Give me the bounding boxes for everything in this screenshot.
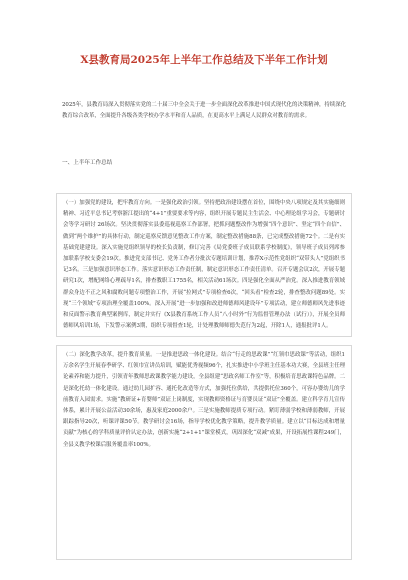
document-title: X县教育局2025年上半年工作总结及下半年工作计划 xyxy=(80,54,328,66)
summary-item-1-text: （一）加强党的建设，把牢教育方向。一是强化政治引领。坚持把政治建设摆在首位，围绕中央八项规定及其实施细则精神、习近平总书记考察浙江提出的“4+1”重要要求等内容，组织开展专题民主生活会、中心理论组学习会，专题研讨会等学习研讨 26场次。坚决贯彻落实县委巡视巡察工作部署，把抓问题整改作为增强“四个意识”、坚定“四个自信”、做到“两个维护”的具体行动，制定巡察反馈意见整改工作方案，制定整改措施88条，已完成整改措施72个。二是有实基础党建建设。深入实施党组织领导的校长负责制，修订完善《局党委班子成员联系学校制度》，领导班子成员列席参加联系学校支委会19次。推进党支部书记、党务工作者分批次专题培训计划，推荐X示范性党组织“双带头人”党组织书记3名。三是加强意识形态工作。落实意识形态工作责任制，制定意识形态工作责任清单。召开专题会议2次，开展专题研究1次，增配网络心理疏导1名，排查教职工1755名，相关活动61场次。四是强化全面从严治党。深入推进教育领域群众身边不正之风和腐败问题专项整治工作，开展“拉网式”专项检查6次，“回头看”检查2轮，排查整改问题89处。实现“三个领域”专项治理全覆盖100%。深入开展“进一步加强和改进师德师风建设年”专项活动，建立师德师风先进事迹和反面警示教育典型案例库，制定并实行《X县教育系统工作人员“八小时外”行为监督管理办法（试行）》，开展全员师德师风培训1场，下发警示案例3期，组织专项督查1轮，计处理教师师德失范行为2起，开除1人，通报批评1人。 xyxy=(63,200,345,330)
summary-item-2-text: （二）深化教学改革，提升教育质量。一是推进思政一体化建设。结合“行走的思政课”“红领巾思政课”等活动，组织1万余名学生开展春季研学、红领巾宣讲员培训，赋能优秀视频96个，扎实推进中小学班主任基本功大赛，全县班主任理论素养和能力提升，引领青年教师思政课教学能力建设，全县组建“思政名师工作室”等，积极培育思政课特色品牌。二是深化托幼一体化建设。通过幼儿园扩容、通托化改造等方式，加强托位供给，共提供托位360个，可容办婴幼儿的学前教育入园需求。实施“教研证+育婴师”双证上岗制度，实现教师资格证与育婴员证“双证”全覆盖。建立科学育儿宣传体系，累计开展公益活动30余场，惠及家庭2000余户。三是实施教师提质专项行动。紧盯薄弱学校和薄弱教师，开展跟踪指导20次，听课评课50节。教学研讨会16场，指导学校优化教学策略，提升教学质量。建立以“目标达成和增量贡献”为核心的学科质量评价认定办法，创新实施“2+1+1”课堂模式，巩固深化“双减”成果，开设拓展性课程249门，全县义教学校课后服务覆盖率100%。 xyxy=(63,352,345,448)
section-heading: 一、上半年工作总结 xyxy=(62,160,113,166)
summary-item-2-box xyxy=(56,345,352,560)
intro-paragraph: 2025年，县教育局深入贯彻落实党的二十届三中全会关于进一步全面深化改革推进中国式现代化的决策精神，持续深化教育综合改革，全面提升各级各类学校办学水平和育人品质，在更高水平上满足人民群众对教育的需求。 xyxy=(62,102,346,120)
summary-item-1-box xyxy=(56,193,352,337)
